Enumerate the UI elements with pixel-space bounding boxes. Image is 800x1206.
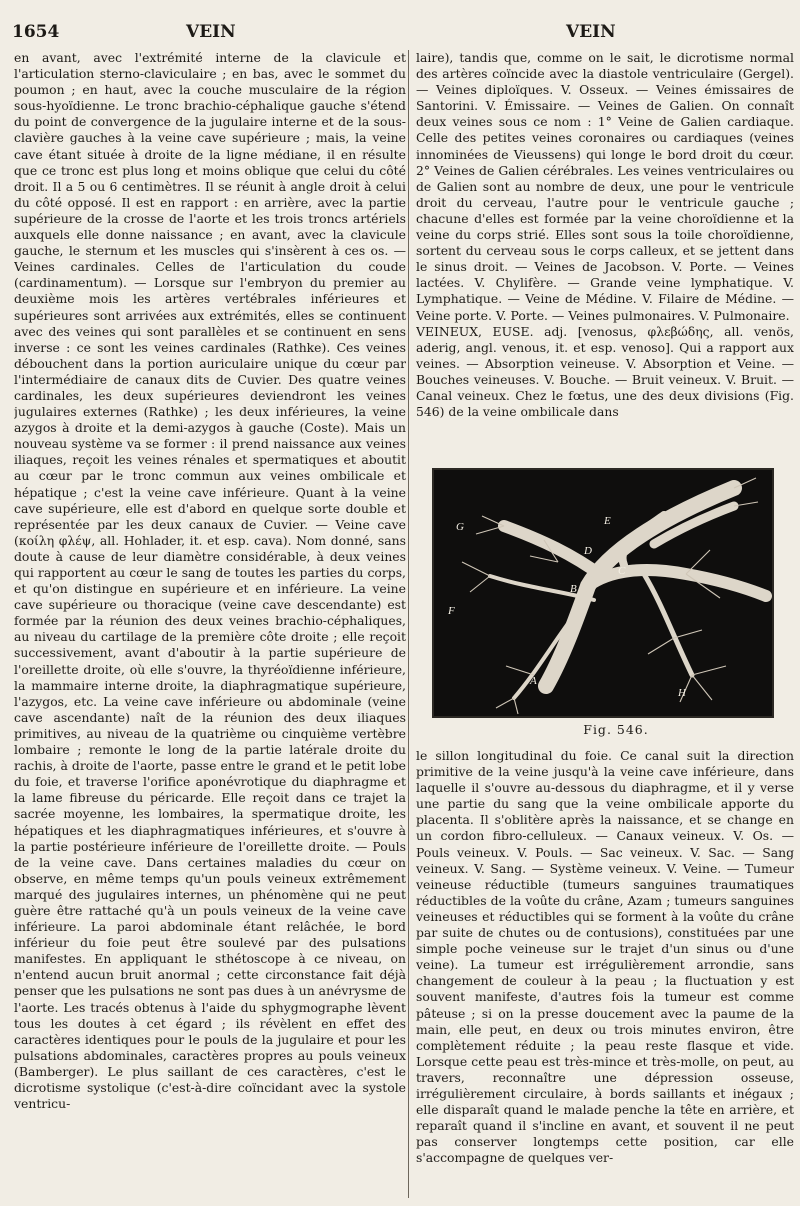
figure-label: A [530,675,537,687]
left-column [14,50,406,1198]
figure-caption: Fig. 546. [583,722,649,737]
running-head-right: VEIN [566,22,616,42]
right-column-paragraph: le sillon longitudinal du foie. Ce canal suit la direction primitive de la veine jusqu'à la veine cave inférieure, dans laquelle il s'ouvre au-dessous du diaphragme, et il y verse une partie du sang que la veine ombilicale apporte du placenta. Il s'oblitère après la naissance, et se change en un cordon fibro-celluleux. — Canaux veineux. V. Os. — Pouls veineux. V. Pouls. — Sac veineux. V. Sac. — Sang veineux. V. Sang. — Système veineux. V. Veine. — Tumeur veineuse réductible (tumeurs sanguines traumatiques réductibles de la voûte du crâne, Azam ; tumeurs sanguines veineuses et réductibles qui se forment à la voûte du crâne par suite de chutes ou de contusions), constituées par une simple poche veineuse sur le trajet d'un sinus ou d'une veine). La tumeur est irrégulièrement arrondie, sans changement de couleur à la peau ; la fluctuation y est souvent manifeste, d'autres fois la tumeur est comme pâteuse ; si on la presse doucement avec la paume de la main, elle peut, en deux ou trois minutes environ, être complètement réduite ; la peau reste flasque et vide. Lorsque cette peau est très-mince et très-molle, on peut, au travers, reconnaître une dépression osseuse, irrégulièrement circulaire, à bords saillants et inégaux ; elle disparaît quand le malade penche la tête en arrière, et reparaît quand il s'incline en avant, et souvent il ne peut pas conserver longtemps cette position, car elle s'accompagne de quelques ver- [416,748,794,1166]
figure-label: C [618,565,626,577]
figure-label: E [604,515,611,527]
figure-label: G [456,521,464,533]
page-number: 1654 [12,22,60,42]
vein-engraving [434,470,772,716]
figure-546-vein-illustration [432,468,774,718]
column-divider [408,50,409,1198]
right-column-bottom [416,748,794,1200]
figure-label: H [678,687,686,699]
running-head-left: VEIN [186,22,236,42]
figure-label: F [448,605,455,617]
right-column-top [416,50,794,447]
left-column-text: en avant, avec l'extrémité interne de la clavicule et l'articulation sterno-claviculaire ; en bas, avec le sommet du poumon ; en haut, avec la couche musculaire de la région sous-hyoïdienne. Le tronc brachio-céphalique gauche s'étend du point de convergence de la jugulaire interne et de la sous-clavière gauches à la veine cave supérieure ; mais, la veine cave étant située à droite de la ligne médiane, il en résulte que ce tronc est plus long et moins oblique que celui du côté droit. Il a 5 ou 6 centimètres. Il se réunit à angle droit à celui du côté opposé. Il est en rapport : en arrière, avec la partie supérieure de la crosse de l'aorte et les trois troncs artériels auxquels elle donne naissance ; en avant, avec la clavicule gauche, le sternum et les muscles qui s'insèrent à ces os. — Veines cardinales. Celles de l'articulation du coude (cardinamentum). — Lorsque sur l'embryon du premier au deuxième mois les artères vertébrales inférieures et supérieures sont arrivées aux extrémités, elles se continuent avec des veines qui sont parallèles et se continuent en sens inverse : ce sont les veines cardinales (Rathke). Ces veines débouchent dans la portion auriculaire unique du cœur par l'intermédiaire de canaux dits de Cuvier. Des quatre veines cardinales, les deux supérieures deviendront les veines jugulaires externes (Rathke) ; les deux inférieures, la veine azygos à droite et la demi-azygos à gauche (Coste). Mais un nouveau système va se former : il prend naissance aux veines iliaques, reçoit les veines rénales et spermatiques et aboutit au cœur par le tronc commun aux veines ombilicale et hépatique ; c'est la veine cave inférieure. Quant à la veine cave supérieure, elle est d'abord en quelque sorte double et représentée par les deux canaux de Cuvier. — Veine cave (κοίλη φλέψ, all. Hohlader, it. et esp. cava). Nom donné, sans doute à cause de leur diamètre considérable, à deux veines qui rapportent au cœur le sang de toutes les parties du corps, et qu'on distingue en supérieure et en inférieure. La veine cave supérieure ou thoracique (veine cave descendante) est formée par la réunion des deux veines brachio-céphaliques, au niveau du cartilage de la première côte droite ; elle reçoit successivement, avant d'aboutir à la partie supérieure de l'oreillette droite, où elle s'ouvre, la thyréoïdienne inférieure, la mammaire interne droite, la diaphragmatique supérieure, l'azygos, etc. La veine cave inférieure ou abdominale (veine cave ascendante) naît de la réunion des deux iliaques primitives, au niveau de la quatrième ou cinquième vertèbre lombaire ; remonte le long de la partie latérale droite du rachis, à droite de l'aorte, passe entre le grand et le petit lobe du foie, et traverse l'orifice aponévrotique du diaphragme et la lame fibreuse du péricarde. Elle reçoit dans ce trajet la sacrée moyenne, les lombaires, la spermatique droite, les hépatiques et les diaphragmatiques inférieures, et s'ouvre à la partie postérieure inférieure de l'oreillette droite. — Pouls de la veine cave. Dans certaines maladies du cœur on observe, en même temps qu'un pouls veineux extrêmement marqué des jugulaires internes, un phénomène qui ne peut guère être rattaché qu'à un pouls veineux de la veine cave inférieure. La paroi abdominale étant relâchée, le bord inférieur du foie peut être soulevé par des pulsations manifestes. En appliquant le sthétoscope à ce niveau, on n'entend aucun bruit anormal ; cette circonstance fait déjà penser que les pulsations ne sont pas dues à un anévrysme de l'aorte. Les tracés obtenus à l'aide du sphygmographe lèvent tous les doutes à cet égard ; ils révèlent en effet des caractères identiques pour le pouls de la jugulaire et pour les pulsations abdominales, caractères propres au pouls veineux (Bamberger). Le plus saillant de ces caractères, c'est le dicrotisme systolique (c'est-à-dire coïncidant avec la systole ventricu- [14,50,406,1112]
right-column-paragraph: VEINEUX, EUSE. adj. [venosus, φλεβώδης, all. venös, aderig, angl. venous, it. et esp. venoso]. Qui a rapport aux veines. — Absorption veineuse. V. Absorption et Veine. — Bouches veineuses. V. Bouche. — Bruit veineux. V. Bruit. — Canal veineux. Chez le fœtus, une des deux divisions (Fig. 546) de la veine ombilicale dans [416,323,794,420]
right-column-paragraph: laire), tandis que, comme on le sait, le dicrotisme normal des artères coïncide avec la diastole ventriculaire (Gergel). — Veines diploïques. V. Osseux. — Veines émissaires de Santorini. V. Émissaire. — Veines de Galien. On connaît deux veines sous ce nom : 1° Veine de Galien cardiaque. Celle des petites veines coronaires ou cardiaques (veines innominées de Vieussens) qui longe le bord droit du cœur. 2° Veines de Galien cérébrales. Les veines ventriculaires ou de Galien sont au nombre de deux, une pour le ventricule droit du cerveau, l'autre pour le ventricule gauche ; chacune d'elles est formée par la veine choroïdienne et la veine du corps strié. Elles sont sous la toile choroïdienne, sortent du cerveau sous le corps calleux, et se jettent dans le sinus droit. — Veines de Jacobson. V. Porte. — Veines lactées. V. Chylifère. — Grande veine lymphatique. V. Lymphatique. — Veine de Médine. V. Filaire de Médine. — Veine porte. V. Porte. — Veines pulmonaires. V. Pulmonaire. [416,50,794,323]
figure-label: D [584,545,592,557]
figure-label: B [570,583,577,595]
